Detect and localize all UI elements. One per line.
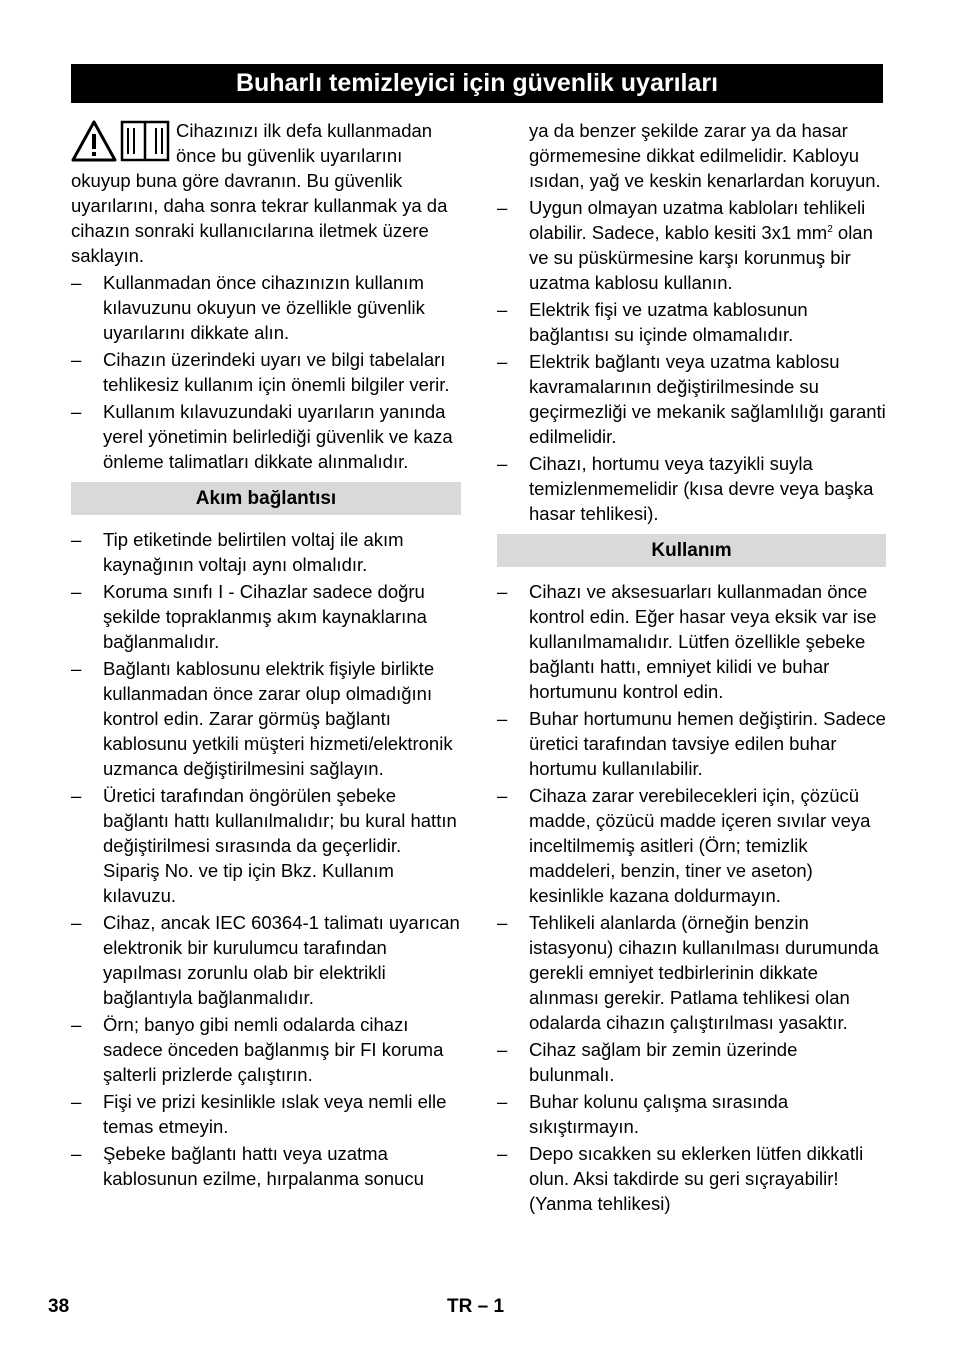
left-column (71, 118, 461, 1193)
list-item: – Bağlantı kablosunu elektrik fişiyle birlikte kullanmadan önce zarar olup olmadığını kontrol edin. Zarar görmüş bağlantı kablosunu yetkili müşteri hizmeti/elektronik uzmanca değiştirilmesini sağlayın. (71, 656, 461, 781)
list-item: – Örn; banyo gibi nemli odalarda cihazı sadece önceden bağlanmış bir FI koruma şalterli prizlerde çalıştırın. (71, 1012, 461, 1087)
list-item: – Cihazın üzerindeki uyarı ve bilgi tabelaları tehlikesiz kullanım için önemli bilgiler verir. (71, 347, 461, 397)
list-item: – Şebeke bağlantı hattı veya uzatma kablosunun ezilme, hırpalanma sonucu (71, 1141, 461, 1191)
list-item: – Elektrik fişi ve uzatma kablosunun bağlantısı su içinde olmamalıdır. (497, 297, 886, 347)
warning-triangle-icon (71, 120, 117, 162)
list-item: – Üretici tarafından öngörülen şebeke bağlantı hattı kullanılmalıdır; bu kural hattın değiştirilmesi sırasında da geçerlidir. Sipariş No. ve tip için Bkz. Kullanım kılavuzu. (71, 783, 461, 908)
intro-icons (71, 120, 170, 162)
list-item: – Buhar kolunu çalışma sırasında sıkıştırmayın. (497, 1089, 886, 1139)
intro-text: Cihazınızı ilk defa kullanmadan önce bu güvenlik uyarılarını okuyup buna göre davranın. Bu güvenlik uyarılarını, daha sonra tekrar kullanmak ya da cihazın sonraki kullanıcılarına iletmek üzere saklayın. (71, 120, 448, 266)
list-item: – Depo sıcakken su eklerken lütfen dikkatli olun. Aksi takdirde su geri sıçrayabilir! (Yanma tehlikesi) (497, 1141, 886, 1216)
manual-book-icon (120, 120, 170, 162)
list-item: – Cihaz, ancak IEC 60364-1 talimatı uyarıcan elektronik bir kurulumcu tarafından yapılması zorunlu olab bir elektrikli bağlantıyla bağlanmalıdır. (71, 910, 461, 1010)
power-list-continued (497, 195, 886, 526)
page-title: Buharlı temizleyici için güvenlik uyarıları (71, 64, 883, 103)
list-item: – Kullanım kılavuzundaki uyarıların yanında yerel yönetimin belirlediği güvenlik ve kaza önleme talimatları dikkate alınmalıdır. (71, 399, 461, 474)
list-item: – Kullanmadan önce cihazınızın kullanım kılavuzunu okuyun ve özellikle güvenlik uyarılarını dikkate alın. (71, 270, 461, 345)
list-item: – Cihazı ve aksesuarları kullanmadan önce kontrol edin. Eğer hasar veya eksik var ise kullanılmamalıdır. Lütfen özellikle şebeke bağlantı hattı, emniyet kilidi ve buhar hortumunu kontrol edin. (497, 579, 886, 704)
list-item-continuation: ya da benzer şekilde zarar ya da hasar görmemesine dikkat edilmelidir. Kabloyu ısıdan, yağ ve keskin kenarlardan koruyun. (529, 120, 881, 191)
superscript: 2 (827, 223, 833, 235)
section-heading-power: Akım bağlantısı (71, 482, 461, 515)
list-item: – Cihazı, hortumu veya tazyikli suyla temizlenmemelidir (kısa devre veya başka hasar tehlikesi). (497, 451, 886, 526)
section-heading-use: Kullanım (497, 534, 886, 567)
list-item: – Elektrik bağlantı veya uzatma kablosu kavramalarının değiştirilmesinde su geçirmezliği ve mekanik sağlamlılığı garanti edilmelidir. (497, 349, 886, 449)
use-list (497, 579, 886, 1216)
list-item: – Buhar hortumunu hemen değiştirin. Sadece üretici tarafından tavsiye edilen buhar hortumu kullanılabilir. (497, 706, 886, 781)
list-item: – Cihaza zarar verebilecekleri için, çözücü madde, çözücü madde içeren sıvılar veya inceltilmemiş asitleri (Örn; temizlik maddeleri, benzin, tiner ve aseton) kesinlikle kazana doldurmayın. (497, 783, 886, 908)
right-column (497, 118, 886, 1218)
intro-block (71, 118, 461, 268)
intro-list (71, 270, 461, 474)
language-page-code: TR – 1 (447, 1296, 505, 1317)
list-item: – Fişi ve prizi kesinlikle ıslak veya nemli elle temas etmeyin. (71, 1089, 461, 1139)
page-number: 38 (48, 1296, 70, 1317)
power-list (71, 527, 461, 1191)
extension-text-pre: Uygun olmayan uzatma kabloları tehlikeli olabilir. Sadece, kablo kesiti 3x1 mm (529, 197, 866, 243)
list-item (497, 195, 886, 295)
list-item: – Koruma sınıfı I - Cihazlar sadece doğru şekilde topraklanmış akım kaynaklarına bağlanmalıdır. (71, 579, 461, 654)
list-item: – Tehlikeli alanlarda (örneğin benzin istasyonu) cihazın kullanılması durumunda gerekli emniyet tedbirlerinin dikkate alınması gerekir. Patlama tehlikesi olan odalarda cihazın çalıştırılması yasaktır. (497, 910, 886, 1035)
list-item: – Tip etiketinde belirtilen voltaj ile akım kaynağının voltajı aynı olmalıdır. (71, 527, 461, 577)
list-item: – Cihaz sağlam bir zemin üzerinde bulunmalı. (497, 1037, 886, 1087)
extension-text-post: olan ve su püskürmesine karşı korunmuş bir uzatma kablosu kullanın. (529, 222, 873, 293)
